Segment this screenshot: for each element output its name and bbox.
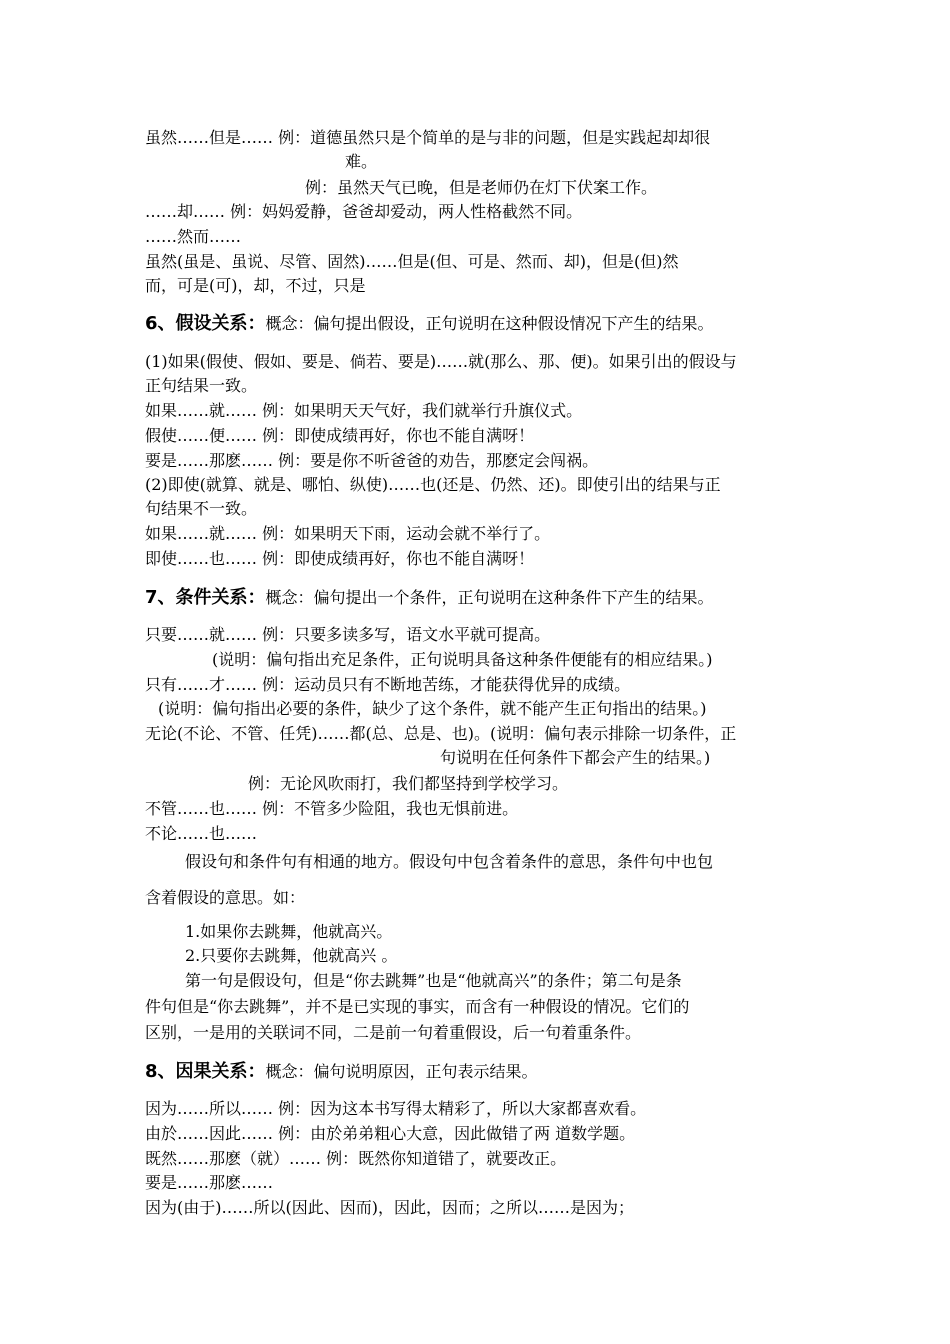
text-line: 因为(由于)……所以(因此、因而)，因此，因而；之所以……是因为； xyxy=(145,1198,634,1217)
text-line: 正句结果一致。 xyxy=(145,376,258,395)
heading-concept: 概念：偏句说明原因，正句表示结果。 xyxy=(265,1062,538,1081)
text-line: 只有……才…… 例：运动员只有不断地苦练，才能获得优异的成绩。 xyxy=(145,675,631,694)
text-line: (1)如果(假使、假如、要是、倘若、要是)……就(那么、那、便)。如果引出的假设与 xyxy=(145,352,737,371)
text-line: 难。 xyxy=(345,152,378,171)
heading-label: 6、假设关系： xyxy=(145,313,266,334)
heading-label: 8、因果关系： xyxy=(145,1061,266,1082)
text-line: 不管……也…… 例：不管多少险阻，我也无惧前进。 xyxy=(145,799,519,818)
text-line: 因为……所以…… 例：因为这本书写得太精彩了，所以大家都喜欢看。 xyxy=(145,1099,647,1118)
text-line: (说明：偏句指出必要的条件，缺少了这个条件，就不能产生正句指出的结果。) xyxy=(158,699,707,718)
text-line: (2)即使(就算、就是、哪怕、纵使)……也(还是、仍然、还)。即使引出的结果与正 xyxy=(145,475,721,494)
text-line: 例：虽然天气已晚，但是老师仍在灯下伏案工作。 xyxy=(305,178,658,197)
text-line: 不论……也…… xyxy=(145,824,258,843)
text-line: ……然而…… xyxy=(145,227,242,246)
text-line: 区别，一是用的关联词不同，二是前一句着重假设，后一句着重条件。 xyxy=(145,1023,642,1042)
section-heading-6 xyxy=(145,311,714,337)
text-line: 而，可是(可)，却，不过，只是 xyxy=(145,276,366,295)
text-line: 由於……因此…… 例：由於弟弟粗心大意，因此做错了两 道数学题。 xyxy=(145,1124,636,1143)
text-line: ……却…… 例：妈妈爱静，爸爸却爱动，两人性格截然不同。 xyxy=(145,202,583,221)
text-line: 含着假设的意思。如： xyxy=(145,888,306,907)
text-line: 如果……就…… 例：如果明天天气好，我们就举行升旗仪式。 xyxy=(145,401,583,420)
text-line: 假使……便…… 例：即使成绩再好，你也不能自满呀！ xyxy=(145,426,535,445)
heading-concept: 概念：偏句提出假设，正句说明在这种假设情况下产生的结果。 xyxy=(265,314,714,333)
text-line: 即使……也…… 例：即使成绩再好，你也不能自满呀！ xyxy=(145,549,535,568)
text-line: 例：无论风吹雨打，我们都坚持到学校学习。 xyxy=(248,774,569,793)
text-line: 2.只要你去跳舞，他就高兴 。 xyxy=(185,946,398,965)
text-line: 句说明在任何条件下都会产生的结果。) xyxy=(440,748,711,767)
text-line: 1.如果你去跳舞，他就高兴。 xyxy=(185,922,393,941)
text-line: 要是……那麽…… 例：要是你不听爸爸的劝告，那麽定会闯祸。 xyxy=(145,451,599,470)
heading-label: 7、条件关系： xyxy=(145,587,266,608)
text-line: 无论(不论、不管、任凭)……都(总、总是、也)。(说明：偏句表示排除一切条件，正 xyxy=(145,724,737,743)
text-line: 第一句是假设句，但是“你去跳舞”也是“他就高兴”的条件；第二句是条 xyxy=(185,971,682,990)
text-line: 件句但是“你去跳舞”，并不是已实现的事实，而含有一种假设的情况。它们的 xyxy=(145,997,690,1016)
text-line: 虽然……但是…… 例：道德虽然只是个简单的是与非的问题，但是实践起却却很 xyxy=(145,128,711,147)
text-line: 句结果不一致。 xyxy=(145,499,258,518)
section-heading-7 xyxy=(145,585,714,611)
text-line: (说明：偏句指出充足条件，正句说明具备这种条件便能有的相应结果。) xyxy=(212,650,713,669)
section-heading-8 xyxy=(145,1059,538,1085)
text-line: 虽然(虽是、虽说、尽管、固然)……但是(但、可是、然而、却)，但是(但)然 xyxy=(145,252,679,271)
text-line: 假设句和条件句有相通的地方。假设句中包含着条件的意思，条件句中也包 xyxy=(185,852,714,871)
text-line: 既然……那麽（就）…… 例：既然你知道错了，就要改正。 xyxy=(145,1149,567,1168)
heading-concept: 概念：偏句提出一个条件，正句说明在这种条件下产生的结果。 xyxy=(265,588,714,607)
text-line: 如果……就…… 例：如果明天下雨，运动会就不举行了。 xyxy=(145,524,551,543)
text-line: 只要……就…… 例：只要多读多写，语文水平就可提高。 xyxy=(145,625,551,644)
text-line: 要是……那麽…… xyxy=(145,1173,274,1192)
